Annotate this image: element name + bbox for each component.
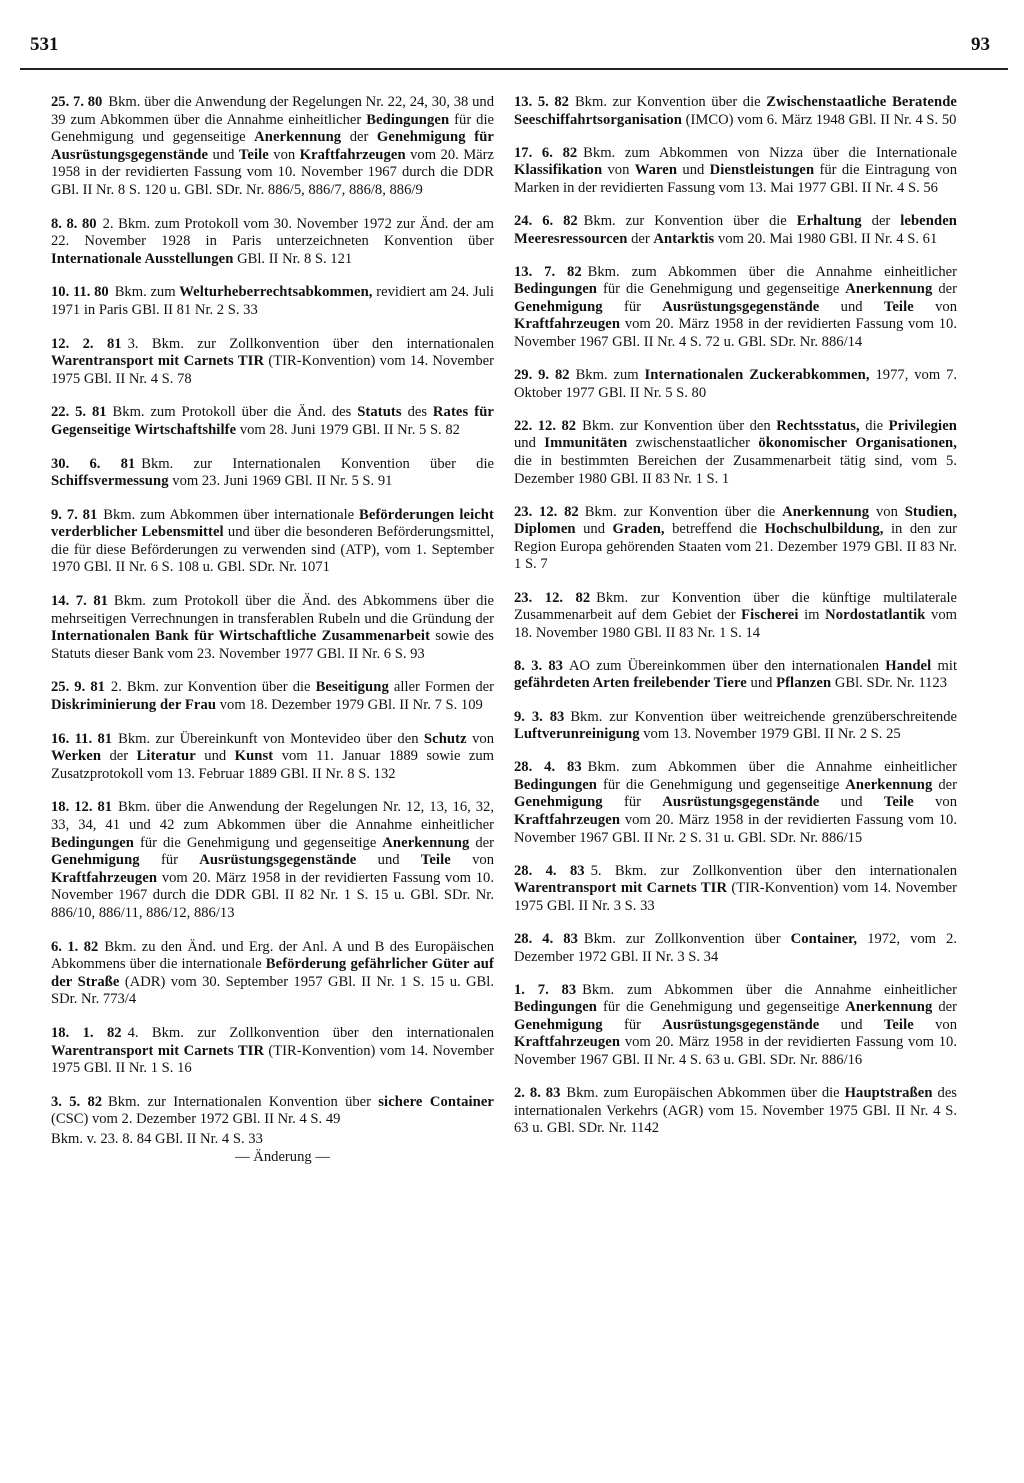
page-number-left: 531 (30, 34, 59, 55)
entry-keyword: Bedingungen (51, 834, 135, 851)
entry-keyword: Kraftfahrzeugen (514, 316, 621, 333)
right-entries (514, 94, 957, 1138)
entry-keyword: Ausrüstungsgegenstände (662, 1016, 820, 1033)
entry-text: Bkm. zur Konvention über die (574, 94, 767, 110)
entry-text: sowie des Statuts dieser Bank vom 23. November 1977 GBl. II Nr. 6 S. 93 (51, 628, 494, 662)
entry-keyword: Welturheberrechtsabkommen, (179, 284, 373, 301)
entry-date: 28. 4. 83 (514, 759, 582, 776)
entry-keyword: Werken (51, 748, 102, 765)
entry-text: vom 20. März 1958 in der revidierten Fassung vom 10. November 1967 durch die DDR GBl. II Nr. 8 S. 120 u. GBl. SDr. Nr. 886/5, 886/7, 886/8, 886/9 (51, 146, 494, 198)
entry-text: 2. Bkm. zur Konvention über die (110, 679, 316, 696)
entry-keyword: Nordostatlantik (825, 607, 926, 624)
entry-text: GBl. II Nr. 8 S. 121 (233, 250, 353, 267)
entry-text: Bkm. zum Abkommen über die Annahme einheitlicher (587, 263, 958, 280)
entry-keyword: Rates für Gegenseitige Wirtschaftshilfe (51, 404, 494, 438)
entry-text: und (819, 298, 884, 315)
entry-text: der (861, 212, 901, 229)
entry-text: von (869, 503, 905, 520)
entry-keyword: Genehmigung (51, 852, 140, 869)
entry (51, 94, 494, 200)
entry-keyword: Kraftfahrzeugen (51, 869, 158, 886)
entry-text: vom 20. März 1958 in der revidierten Fassung vom 10. November 1967 GBl. II Nr. 4 S. 72 u. GBl. SDr. Nr. 886/14 (514, 316, 957, 351)
entry-keyword: Beförderung gefährlicher Güter auf der Straße (51, 956, 494, 990)
entry-text: der (932, 999, 957, 1016)
entry (514, 709, 957, 744)
entry-text: der (341, 129, 377, 146)
entry-text: vom 11. Januar 1889 sowie zum Zusatzprotokoll vom 13. Februar 1889 GBl. II Nr. 8 S. 132 (51, 748, 494, 782)
entry (514, 418, 957, 488)
entry-text: und (575, 521, 613, 538)
entry-keyword: Zwischenstaatliche Beratende Seeschiffahrtsorganisation (514, 94, 958, 128)
entry-keyword: Literatur (136, 748, 196, 765)
entry-text: und (819, 1016, 884, 1033)
entry-text: Bkm. zur Konvention über weitreichende grenzüberschreitende (570, 708, 958, 725)
entry (514, 145, 957, 198)
entry-keyword: Kraftfahrzeugen (514, 812, 621, 828)
entry-text: (ADR) vom 30. September 1957 GBl. II Nr. 1 S. 15 u. GBl. SDr. Nr. 773/4 (51, 973, 494, 1008)
entry-text: AO zum Übereinkommen über den internationalen (568, 657, 886, 674)
entry (514, 264, 957, 352)
entry-keyword: Fischerei (741, 607, 799, 624)
entry-keyword: Luftverunreinigung (514, 726, 640, 743)
entry-date: 23. 12. 82 (514, 589, 591, 606)
entry (51, 404, 494, 439)
entry (514, 982, 957, 1070)
entry-text: Bkm. zum Abkommen über die Annahme einheitlicher (587, 759, 958, 776)
entry (51, 507, 494, 577)
entry-text: die in bestimmten Bereichen der Zusammenarbeit tätig sind, vom 5. Dezember 1980 GBl. II 83 Nr. 1 S. 1 (514, 453, 957, 487)
entry-keyword: Dienstleistungen (709, 162, 815, 179)
entry-text: für die Genehmigung und gegenseitige (51, 111, 494, 146)
entry-date: 28. 4. 83 (514, 930, 578, 947)
entry-text: von (913, 794, 957, 811)
entry-text: Bkm. zu den Änd. und Erg. der Anl. A und B des Europäischen Abkommens über die internationale (51, 938, 495, 973)
entry-keyword: Ausrüstungsgegenstände (199, 852, 357, 869)
entry-text: aller Formen der (388, 679, 495, 696)
entry-date: 22. 12. 82 (514, 417, 577, 434)
entry-text: des (401, 404, 433, 421)
entry-text: revidiert am 24. Juli 1971 in Paris GBl. II 81 Nr. 2 S. 33 (51, 284, 494, 318)
entry-keyword: Handel (885, 657, 932, 674)
entry (51, 216, 494, 269)
entry (51, 679, 494, 714)
entry-text: Bkm. zur Konvention über die (583, 212, 797, 229)
entry-keyword: Waren (634, 162, 678, 179)
right-column (514, 94, 957, 1153)
entry-text: von (913, 298, 957, 315)
entry (51, 1025, 494, 1078)
entry-text: für die Genehmigung und gegenseitige (597, 776, 846, 793)
entry-text: 1977, vom 7. Oktober 1977 GBl. II Nr. 5 S. 80 (514, 367, 958, 401)
entry-keyword: Anerkennung (845, 776, 933, 793)
entry (514, 759, 957, 847)
entry-text: (IMCO) vom 6. März 1948 GBl. II Nr. 4 S. 50 (682, 111, 957, 128)
entry-text: der (627, 230, 654, 247)
entry-date: 28. 4. 83 (514, 862, 585, 879)
entry-text: für die Genehmigung und gegenseitige (134, 834, 383, 851)
entry-text: Bkm. zur Konvention über die (584, 503, 783, 520)
amendment-label: — Änderung — (235, 1148, 330, 1165)
entry-keyword: Schiffsvermessung (51, 473, 169, 490)
entry (514, 590, 957, 643)
entry (51, 284, 494, 319)
entry-date: 13. 5. 82 (514, 94, 569, 110)
entry (514, 94, 957, 129)
entry-text: vom 18. November 1980 GBl. II 83 Nr. 1 S. 14 (514, 607, 958, 641)
entry-text: 1972, vom 2. Dezember 1972 GBl. II Nr. 3 S. 34 (514, 930, 957, 965)
entry-text: und (195, 748, 235, 765)
entry-text: von (913, 1016, 957, 1033)
entry-date: 8. 8. 80 (51, 215, 97, 232)
entry-keyword: Antarktis (653, 230, 715, 247)
entry-text: für die Eintragung von Marken in der revidierten Fassung vom 13. Mai 1977 GBl. II Nr. 4 S. 56 (514, 162, 958, 196)
entry-date: 23. 12. 82 (514, 503, 579, 520)
entry-keyword: Teile (420, 852, 451, 869)
entry-text: Bkm. zur Internationalen Konvention über die (141, 455, 495, 472)
entry-keyword: Ausrüstungsgegenstände (662, 794, 820, 811)
entry-keyword: Beförderungen leicht verderblicher Lebensmittel (51, 506, 494, 541)
entry-text: und (819, 794, 884, 811)
entry (514, 213, 957, 248)
entry-keyword: Pflanzen (776, 675, 832, 692)
left-tail (51, 1131, 494, 1166)
entry-text: der (101, 748, 137, 765)
entry-keyword: Warentransport mit Carnets TIR (51, 353, 265, 370)
entry (514, 1085, 957, 1138)
entry-text: Bkm. zum Protokoll über die Änd. des (112, 404, 358, 421)
entry-text: 4. Bkm. zur Zollkonvention über den internationalen (127, 1024, 495, 1041)
entry-text: und (746, 675, 777, 692)
entry-date: 8. 3. 83 (514, 657, 563, 674)
entry-keyword: Bedingungen (514, 999, 598, 1016)
left-entries (51, 94, 494, 1129)
entry-keyword: Klassifikation (514, 162, 603, 179)
entry-text: und (514, 435, 545, 452)
entry-date: 16. 11. 81 (51, 730, 113, 747)
entry-text: der (932, 776, 957, 793)
entry-keyword: Kunst (234, 748, 274, 765)
entry-text: und (356, 852, 421, 869)
entry-keyword: Teile (238, 146, 269, 163)
entry (51, 593, 494, 663)
entry (51, 799, 494, 922)
entry-text: des internationalen Verkehrs (AGR) vom 15. November 1975 GBl. II Nr. 4 S. 63 u. GBl. SDr. Nr. 1142 (514, 1085, 957, 1137)
entry-text: (CSC) vom 2. Dezember 1972 GBl. II Nr. 4 S. 49 (51, 1111, 341, 1128)
entry-keyword: Teile (883, 1016, 914, 1033)
entry-keyword: Rechtsstatus, (776, 417, 860, 434)
entry-text: Bkm. zur Konvention über den (582, 417, 777, 434)
entry-text: für (602, 1016, 663, 1033)
entry-keyword: Erhaltung (796, 212, 862, 229)
entry (514, 658, 957, 693)
entry-keyword: Genehmigung (514, 794, 603, 811)
entry-text: Bkm. über die Anwendung der Regelungen Nr. 22, 24, 30, 38 und 39 zum Abkommen über die Annahme einheitlicher (51, 94, 495, 128)
entry-text: (TIR-Konvention) vom 14. November 1975 GBl. II Nr. 3 S. 33 (514, 880, 957, 914)
entry-keyword: Beseitigung (315, 679, 389, 696)
entry-keyword: Anerkennung (845, 999, 933, 1016)
entry-keyword: Statuts (357, 404, 402, 421)
entry-text: 3. Bkm. zur Zollkonvention über den internationalen (127, 335, 495, 352)
entry-keyword: Diskriminierung der Frau (51, 697, 217, 714)
entry-keyword: Anerkennung (254, 129, 342, 146)
entry-text: für (602, 298, 663, 315)
entry-text: (TIR-Konvention) vom 14. November 1975 GBl. II Nr. 4 S. 78 (51, 353, 494, 387)
header-rule (20, 68, 1008, 70)
entry-text: Bkm. zum Abkommen über internationale (103, 506, 360, 523)
entry-keyword: Genehmigung (514, 298, 603, 315)
entry-text: von (602, 162, 635, 179)
entry-keyword: Studien, Diplomen (514, 503, 957, 538)
entry-keyword: Bedingungen (366, 111, 450, 128)
entry-date: 22. 5. 81 (51, 404, 107, 421)
entry-keyword: Teile (883, 794, 914, 811)
entry-text: vom 20. Mai 1980 GBl. II Nr. 4 S. 61 (714, 230, 938, 247)
entry-text: Bkm. zum Protokoll über die Änd. des Abkommens über die mehrseitigen Verrechnungen in transferablen Rubeln und die Gründung der (51, 593, 495, 627)
entry-text: und über die besonderen Beförderungsmittel, die für diese Beförderungen zu verwenden sind (ATP), vom 1. September 1970 GBl. II Nr. 6 S. 108 u. GBl. SDr. Nr. 1071 (51, 524, 494, 576)
entry-text: für die Genehmigung und gegenseitige (597, 281, 846, 298)
entry-date: 13. 7. 82 (514, 263, 582, 280)
entry-keyword: Warentransport mit Carnets TIR (51, 1042, 265, 1059)
entry-text: mit (931, 657, 958, 674)
entry (514, 931, 957, 966)
entry-keyword: Warentransport mit Carnets TIR (514, 880, 728, 897)
entry-text: Bkm. zum Europäischen Abkommen über die (566, 1085, 845, 1102)
entry-keyword: Genehmigung (514, 1016, 603, 1033)
entry-date: 29. 9. 82 (514, 367, 570, 384)
entry-keyword: Teile (883, 298, 914, 315)
entry-text: Bkm. zum Abkommen von Nizza über die Internationale (583, 144, 957, 161)
entry-text: von (466, 730, 494, 747)
entry-date: 30. 6. 81 (51, 455, 136, 472)
entry-text: in den zur Region Europa gehörenden Staaten vom 21. Dezember 1979 GBl. II 83 Nr. 1 S. 7 (514, 521, 957, 573)
entry-date: 1. 7. 83 (514, 981, 577, 998)
page-number-right: 93 (971, 34, 990, 55)
entry-text: und (677, 162, 710, 179)
entry-keyword: Internationale Ausstellungen (51, 250, 234, 267)
entry-keyword: Graden, (612, 521, 665, 538)
entry-keyword: Privilegien (888, 417, 958, 434)
entry-text: vom 13. November 1979 GBl. II Nr. 2 S. 25 (639, 726, 901, 743)
entry-text: und (208, 146, 239, 163)
entry-date: 14. 7. 81 (51, 593, 108, 610)
amendment-note: Bkm. v. 23. 8. 84 GBl. II Nr. 4 S. 33 (51, 1130, 263, 1147)
entry-keyword: Anerkennung (782, 503, 870, 520)
entry-date: 18. 1. 82 (51, 1024, 122, 1041)
entry-text: Bkm. zum Abkommen über die Annahme einheitlicher (582, 981, 957, 998)
entry-text: Bkm. zur Konvention über die künftige multilaterale Zusammenarbeit auf dem Gebiet der (514, 589, 958, 624)
entry-keyword: Genehmigung für Ausrüstungsgegenstände (51, 129, 494, 163)
entry-keyword: gefährdeten Arten freilebender Tiere (514, 675, 747, 692)
entry-text: vom 20. März 1958 in der revidierten Fassung vom 10. November 1967 durch die DDR GBl. II 82 Nr. 1 S. 15 u. GBl. SDr. Nr. 886/10, 886/11, 886/12, 886/13 (51, 869, 494, 921)
entry-text: Bkm. zur Internationalen Konvention über (108, 1093, 379, 1110)
entry-keyword: ökonomischer Organisationen, (758, 435, 957, 452)
entry-date: 12. 2. 81 (51, 335, 122, 352)
entry (514, 367, 957, 402)
entry-keyword: Kraftfahrzeugen (299, 146, 406, 163)
entry-date: 3. 5. 82 (51, 1093, 103, 1110)
left-column (51, 94, 494, 1166)
entry-text: GBl. SDr. Nr. 1123 (831, 675, 948, 692)
entry-text: Bkm. zum (575, 367, 645, 384)
entry-text: der (469, 834, 494, 851)
entry-text: Bkm. über die Anwendung der Regelungen Nr. 12, 13, 16, 32, 33, 34, 41 und 42 zum Abkommen über die Annahme einheitlicher (51, 799, 495, 833)
entry-text: von (450, 852, 494, 869)
entry (514, 863, 957, 916)
entry-text: für (602, 794, 663, 811)
entry (51, 456, 494, 491)
entry-keyword: Schutz (423, 730, 467, 747)
entry-keyword: Hochschulbildung, (764, 521, 884, 538)
entry-text: der (932, 281, 957, 298)
entry-text: von (268, 146, 300, 163)
entry-date: 24. 6. 82 (514, 212, 578, 229)
entry-keyword: sichere Container (378, 1093, 494, 1110)
entry-keyword: Kraftfahrzeugen (514, 1034, 621, 1051)
entry-text: zwischenstaatlicher (627, 435, 759, 452)
entry-text: die (859, 417, 889, 434)
entry-text: vom 20. März 1958 in der revidierten Fassung vom 10. November 1967 GBl. II Nr. 2 S. 31 u. GBl. SDr. Nr. 886/15 (514, 812, 957, 846)
entry-date: 9. 3. 83 (514, 708, 565, 725)
entry-keyword: Hauptstraßen (844, 1085, 933, 1102)
entry-date: 25. 7. 80 (51, 94, 103, 110)
entry-keyword: lebenden Meeresressourcen (514, 212, 957, 247)
entry-text: im (798, 607, 826, 624)
entry (514, 504, 957, 574)
entry-keyword: Immunitäten (544, 435, 628, 452)
entry-date: 25. 9. 81 (51, 679, 105, 696)
entry-date: 6. 1. 82 (51, 938, 99, 955)
entry (51, 939, 494, 1009)
entry-text: betreffend die (664, 521, 765, 538)
entry-text: vom 28. Juni 1979 GBl. II Nr. 5 S. 82 (236, 421, 460, 438)
entry-text: 5. Bkm. zur Zollkonvention über den internationalen (590, 862, 958, 879)
entry-keyword: Bedingungen (514, 776, 598, 793)
entry-keyword: Container, (790, 930, 858, 947)
entry-date: 17. 6. 82 (514, 144, 578, 161)
entry (51, 336, 494, 389)
entry-text: Bkm. zur Übereinkunft von Montevideo über den (118, 730, 424, 747)
entry-keyword: Anerkennung (382, 834, 470, 851)
entry-text: vom 23. Juni 1969 GBl. II Nr. 5 S. 91 (168, 473, 393, 490)
entry-text: (TIR-Konvention) vom 14. November 1975 GBl. II Nr. 1 S. 16 (51, 1042, 494, 1077)
entry-text: für die Genehmigung und gegenseitige (597, 999, 846, 1016)
entry-text: vom 20. März 1958 in der revidierten Fassung vom 10. November 1967 GBl. II Nr. 4 S. 63 u. GBl. SDr. Nr. 886/16 (514, 1034, 957, 1069)
entry-text: für (139, 852, 200, 869)
entry-date: 18. 12. 81 (51, 799, 113, 816)
entry-text: 2. Bkm. zum Protokoll vom 30. November 1972 zur Änd. der am 22. November 1928 in Paris unterzeichneten Konvention über (51, 215, 495, 250)
entry-text: Bkm. zur Zollkonvention über (583, 930, 791, 947)
entry-keyword: Internationalen Bank für Wirtschaftliche Zusammenarbeit (51, 628, 431, 645)
entry-date: 10. 11. 80 (51, 284, 109, 301)
entry-keyword: Ausrüstungsgegenstände (662, 298, 820, 315)
entry-keyword: Internationalen Zuckerabkommen, (644, 367, 870, 384)
entry-text: vom 18. Dezember 1979 GBl. II Nr. 7 S. 109 (216, 697, 483, 714)
entry-date: 2. 8. 83 (514, 1085, 561, 1102)
entry (51, 731, 494, 784)
entry-text: Bkm. zum (114, 284, 180, 301)
entry-date: 9. 7. 81 (51, 506, 98, 523)
entry-keyword: Anerkennung (845, 281, 933, 298)
entry-keyword: Bedingungen (514, 281, 598, 298)
entry (51, 1094, 494, 1129)
